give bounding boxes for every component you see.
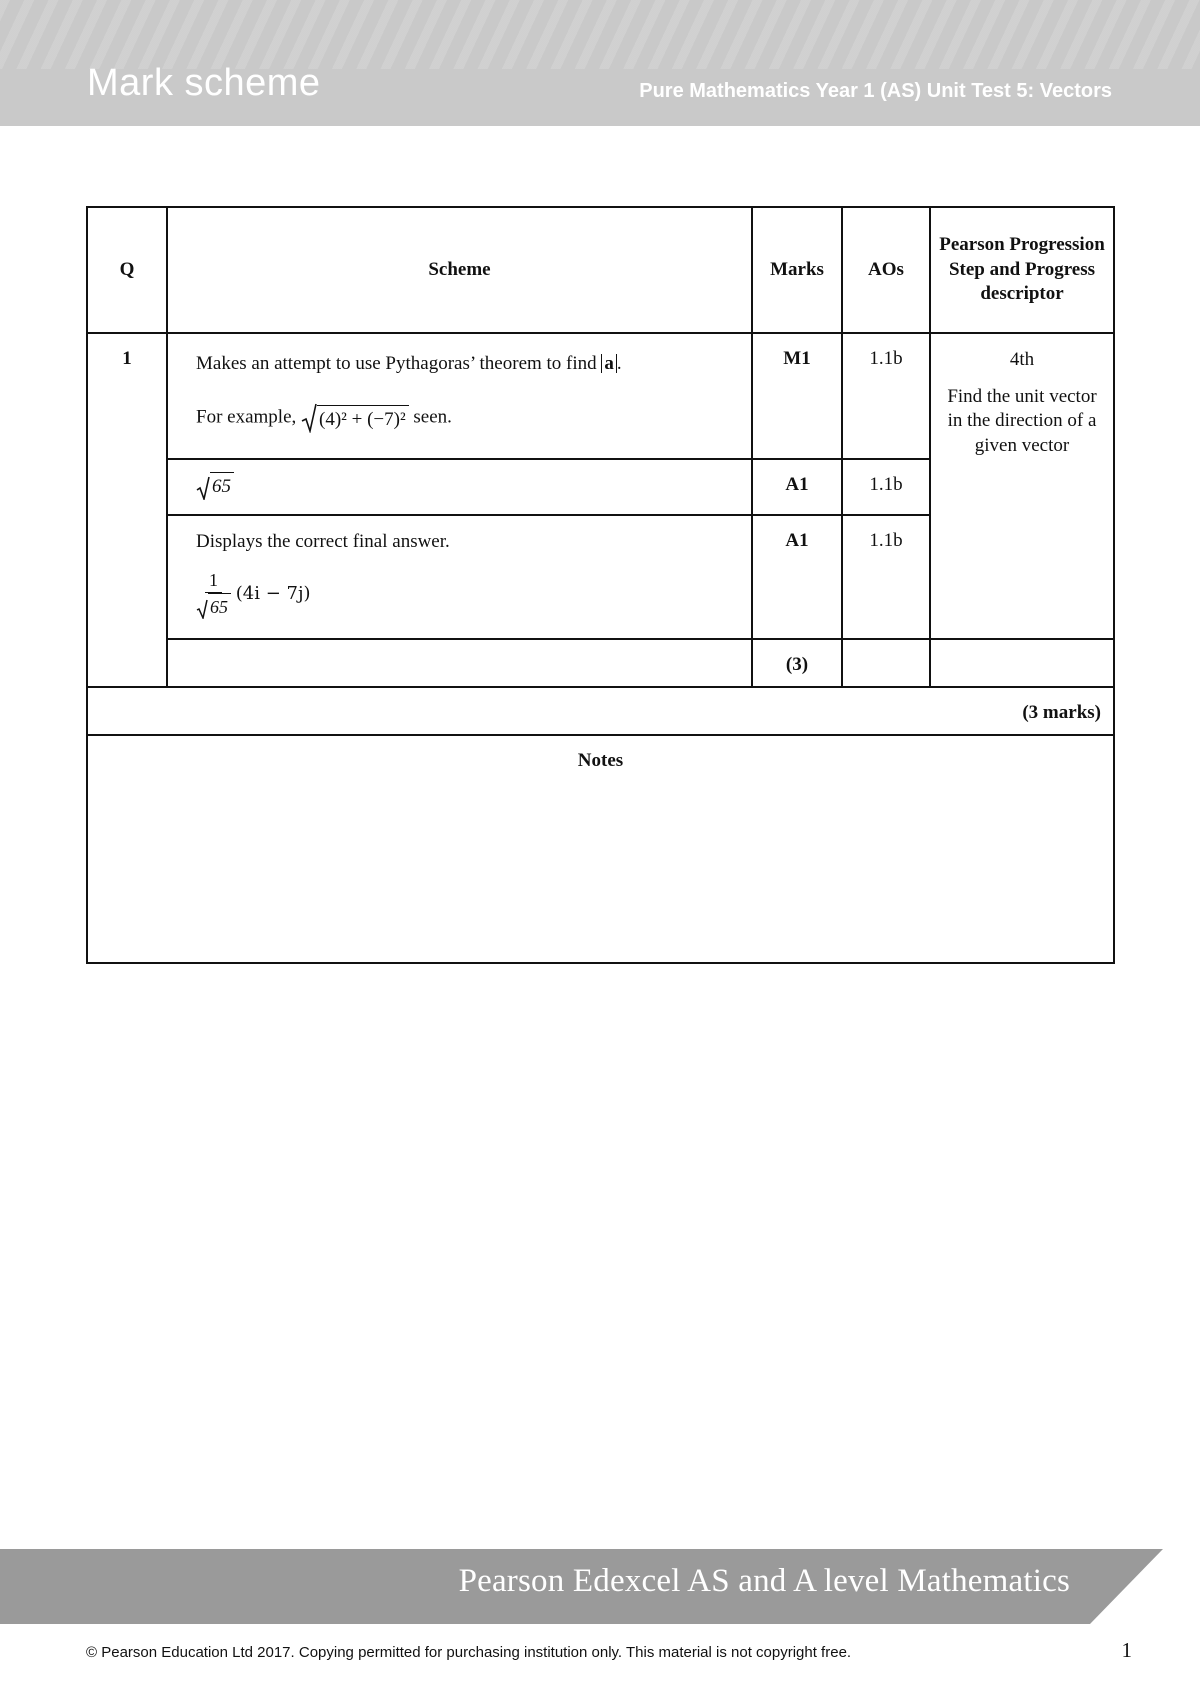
mark-cell: M1 (752, 333, 842, 459)
ao-cell: 1.1b (842, 333, 930, 459)
column-header-progression: Pearson Progression Step and Progress descriptor (930, 207, 1114, 333)
ao-cell: 1.1b (842, 459, 930, 515)
question-number: 1 (87, 333, 167, 687)
unit-title: Pure Mathematics Year 1 (AS) Unit Test 5: Vectors (639, 80, 1112, 102)
notes-heading: Notes (87, 735, 1114, 963)
sqrt-icon (301, 403, 317, 433)
scheme-cell (167, 515, 752, 639)
table-row (87, 333, 1114, 459)
empty-cell (167, 639, 752, 687)
mark-scheme-table (86, 206, 1115, 964)
copyright-notice: © Pearson Education Ltd 2017. Copying permitted for purchasing institution only. This material is not copyright free. (86, 1644, 852, 1661)
column-header-scheme: Scheme (167, 207, 752, 333)
sqrt-icon (196, 599, 208, 619)
scheme-example-prefix: For example, (196, 406, 297, 428)
scheme-text: Makes an attempt to use Pythagoras’ theorem to find (196, 353, 597, 374)
column-header-marks: Marks (752, 207, 842, 333)
empty-cell (930, 639, 1114, 687)
scheme-example-suffix: seen. (413, 406, 452, 428)
table-header-row (87, 207, 1114, 333)
magnitude-a: a (601, 354, 617, 373)
sqrt-icon (196, 476, 210, 500)
mark-cell: A1 (752, 459, 842, 515)
total-marks: (3 marks) (87, 687, 1114, 735)
notes-row (87, 735, 1114, 963)
sqrt-expression: 65 (196, 472, 234, 500)
column-header-aos: AOs (842, 207, 930, 333)
page-header (0, 0, 1200, 126)
page-number: 1 (1121, 1638, 1132, 1662)
total-row (87, 687, 1114, 735)
fraction: $\frac{1}{65}$ (196, 569, 231, 620)
unit-vector: (4i − 7j) (235, 582, 311, 604)
progression-step: 4th (1009, 349, 1035, 370)
mark-cell: A1 (752, 515, 842, 639)
scheme-cell (167, 459, 752, 515)
progression-cell (930, 333, 1114, 639)
table-row (87, 639, 1114, 687)
column-header-q: Q (87, 207, 167, 333)
page-title: Mark scheme (87, 62, 321, 104)
subtotal-cell: (3) (752, 639, 842, 687)
sqrt-expression: (4)² + (−7)² (301, 403, 409, 433)
empty-cell (842, 639, 930, 687)
ao-cell: 1.1b (842, 515, 930, 639)
progression-descriptor: Find the unit vector in the direction of a given vector (947, 385, 1097, 457)
scheme-cell: Makes an attempt to use Pythagoras’ theorem to find a . For example, (4)² + (−7)² seen. (167, 333, 752, 459)
footer-brand: Pearson Edexcel AS and A level Mathematics (458, 1563, 1070, 1599)
scheme-text: Displays the correct final answer. (196, 531, 450, 552)
